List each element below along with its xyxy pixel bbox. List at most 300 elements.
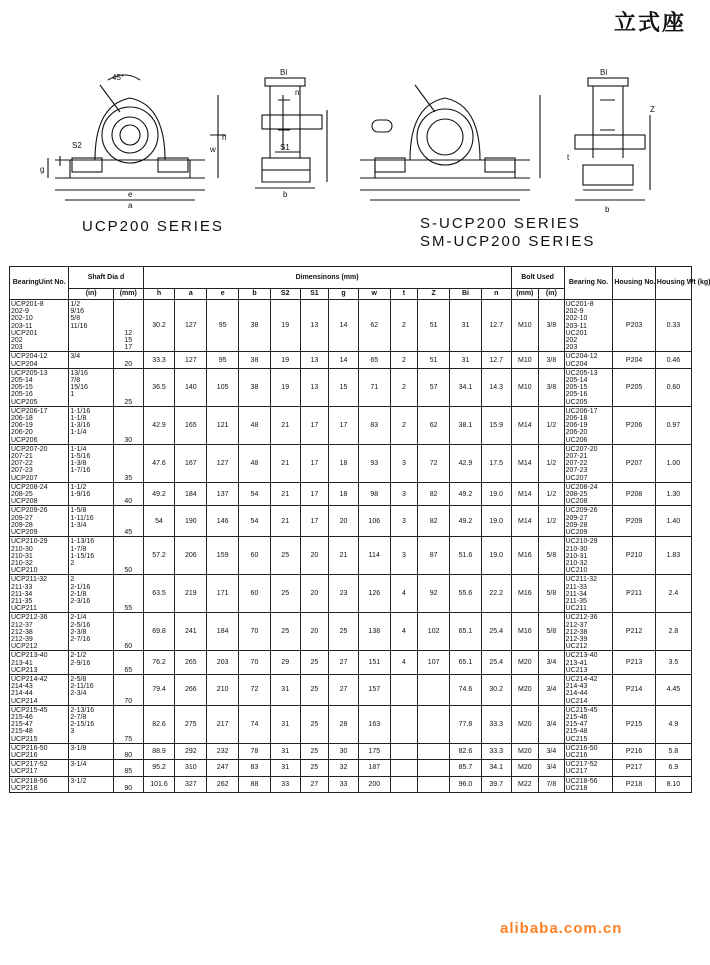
cell-bearing-no-line: 209-28 bbox=[565, 521, 588, 529]
cell-e: 95 bbox=[207, 352, 239, 368]
cell-bearing-no bbox=[564, 300, 613, 352]
cell-s1: 13 bbox=[300, 352, 329, 368]
cell-b: 48 bbox=[239, 444, 271, 482]
header-col-s1: S1 bbox=[300, 289, 329, 300]
cell-a: 241 bbox=[175, 613, 207, 651]
cell-bearing-no bbox=[564, 352, 613, 368]
cell-t: 3 bbox=[390, 506, 418, 537]
cell-g: 33 bbox=[329, 776, 359, 792]
cell-bearing-no bbox=[564, 406, 613, 444]
cell-z: 102 bbox=[418, 613, 450, 651]
cell-g: 27 bbox=[329, 651, 359, 675]
cell-n: 15.9 bbox=[481, 406, 511, 444]
header-col-g: g bbox=[329, 289, 359, 300]
cell-shaft-in-line: 1-3/16 bbox=[70, 422, 91, 430]
cell-shaft-in-line: 1-1/16 bbox=[70, 407, 91, 415]
header-col-a: a bbox=[175, 289, 207, 300]
cell-bolt-mm: M10 bbox=[511, 368, 539, 406]
cell-bolt-mm: M22 bbox=[511, 776, 539, 792]
cell-bearing-no bbox=[564, 575, 613, 613]
cell-shaft-in-line: 2-7/16 bbox=[70, 635, 91, 643]
cell-bolt-in: 3/4 bbox=[539, 760, 564, 776]
cell-b: 38 bbox=[239, 300, 271, 352]
cell-unit-no-line: 202-9 bbox=[11, 308, 29, 316]
cell-g: 15 bbox=[329, 368, 359, 406]
cell-unit-no-line: UCP204 bbox=[11, 360, 38, 368]
cell-bearing-no-line: 211-33 bbox=[565, 583, 587, 591]
table-row bbox=[10, 444, 692, 482]
table-row bbox=[10, 300, 692, 352]
cell-shaft-in-line: 2-3/4 bbox=[70, 690, 87, 698]
cell-z bbox=[418, 776, 450, 792]
cell-a: 190 bbox=[175, 506, 207, 537]
cell-unit-no-line: UCP207 bbox=[11, 474, 38, 482]
cell-n: 25.4 bbox=[481, 651, 511, 675]
cell-shaft-mm-line: 15 bbox=[124, 337, 133, 345]
cell-bearing-no bbox=[564, 743, 613, 759]
cell-b: 72 bbox=[239, 674, 271, 705]
cell-n: 12.7 bbox=[481, 352, 511, 368]
cell-bearing-no-line: 211-34 bbox=[565, 590, 587, 598]
cell-housing-wt: 0.46 bbox=[655, 352, 691, 368]
cell-s1: 20 bbox=[300, 613, 329, 651]
cell-bearing-no-line: UC208-24 bbox=[565, 483, 598, 491]
cell-bearing-no-line: 203-11 bbox=[565, 322, 587, 330]
cell-housing-no: P218 bbox=[613, 776, 655, 792]
cell-unit-no bbox=[10, 537, 69, 575]
cell-bearing-no-line: UC205-13 bbox=[565, 369, 598, 377]
cell-bearing-no-line: UC215 bbox=[565, 735, 588, 743]
cell-shaft-in bbox=[69, 743, 114, 759]
cell-housing-no: P208 bbox=[613, 482, 655, 506]
cell-bearing-no-line: 207-21 bbox=[565, 453, 588, 461]
cell-bearing-no bbox=[564, 506, 613, 537]
cell-bearing-no-line: 202-10 bbox=[565, 315, 588, 323]
cell-g: 30 bbox=[329, 743, 359, 759]
cell-shaft-in-line: 3-1/2 bbox=[70, 777, 87, 785]
cell-shaft-in-line: 9/16 bbox=[70, 308, 85, 316]
cell-g: 21 bbox=[329, 537, 359, 575]
cell-housing-no: P215 bbox=[613, 705, 655, 743]
cell-unit-no bbox=[10, 300, 69, 352]
cell-bearing-no-line: 207-23 bbox=[565, 467, 588, 475]
cell-shaft-mm-line: 20 bbox=[124, 360, 133, 368]
cell-w: 157 bbox=[358, 674, 390, 705]
cell-unit-no-line: UCP218 bbox=[11, 784, 38, 792]
cell-shaft-mm-line: 80 bbox=[124, 751, 133, 759]
cell-bi: 31 bbox=[450, 352, 482, 368]
cell-unit-no-line: UCP214-42 bbox=[11, 675, 48, 683]
cell-shaft-in bbox=[69, 575, 114, 613]
cell-unit-no-line: 215-48 bbox=[11, 728, 33, 736]
cell-shaft-in-line: 2-1/16 bbox=[70, 583, 91, 591]
cell-housing-wt: 2.8 bbox=[655, 613, 691, 651]
cell-w: 83 bbox=[358, 406, 390, 444]
cell-s2: 19 bbox=[270, 352, 300, 368]
cell-bearing-no-line: 214-44 bbox=[565, 690, 588, 698]
cell-bearing-no bbox=[564, 368, 613, 406]
cell-bi: 42.9 bbox=[450, 444, 482, 482]
cell-housing-no: P207 bbox=[613, 444, 655, 482]
cell-bolt-in: 3/4 bbox=[539, 674, 564, 705]
cell-shaft-mm bbox=[113, 300, 143, 352]
cell-unit-no bbox=[10, 776, 69, 792]
cell-t bbox=[390, 760, 418, 776]
cell-s2: 31 bbox=[270, 705, 300, 743]
cell-e: 210 bbox=[207, 674, 239, 705]
cell-bearing-no-line: 215-47 bbox=[565, 721, 588, 729]
cell-h: 33.3 bbox=[143, 352, 175, 368]
cell-shaft-in-line: 2-7/8 bbox=[70, 713, 87, 721]
cell-n: 30.2 bbox=[481, 674, 511, 705]
cell-shaft-in-line: 3/4 bbox=[70, 353, 81, 361]
cell-unit-no bbox=[10, 352, 69, 368]
page-title: 立式座 bbox=[613, 11, 686, 36]
w-label: w bbox=[210, 145, 216, 154]
cell-unit-no bbox=[10, 743, 69, 759]
cell-housing-wt: 0.97 bbox=[655, 406, 691, 444]
cell-shaft-in bbox=[69, 613, 114, 651]
cell-a: 140 bbox=[175, 368, 207, 406]
cell-s2: 19 bbox=[270, 368, 300, 406]
cell-bolt-in: 1/2 bbox=[539, 506, 564, 537]
series-label-sm-ucp200: SM-UCP200 SERIES bbox=[420, 233, 596, 250]
header-col-s2: S2 bbox=[270, 289, 300, 300]
cell-e: 159 bbox=[207, 537, 239, 575]
cell-unit-no-line: UCP206 bbox=[11, 436, 38, 444]
cell-bi: 34.1 bbox=[450, 368, 482, 406]
cell-bearing-no-line: 212-39 bbox=[565, 635, 588, 643]
cell-housing-no: P203 bbox=[613, 300, 655, 352]
cell-n: 25.4 bbox=[481, 613, 511, 651]
cell-housing-wt: 0.33 bbox=[655, 300, 691, 352]
e-label: e bbox=[128, 190, 133, 199]
cell-housing-no: P213 bbox=[613, 651, 655, 675]
cell-bearing-no-line: UC213-40 bbox=[565, 652, 598, 660]
cell-g: 25 bbox=[329, 613, 359, 651]
cell-g: 14 bbox=[329, 300, 359, 352]
cell-shaft-in bbox=[69, 506, 114, 537]
cell-n: 22.2 bbox=[481, 575, 511, 613]
cell-unit-no bbox=[10, 444, 69, 482]
cell-w: 71 bbox=[358, 368, 390, 406]
cell-a: 310 bbox=[175, 760, 207, 776]
cell-z: 82 bbox=[418, 506, 450, 537]
cell-shaft-in-line: 7/8 bbox=[70, 377, 81, 385]
cell-shaft-in-line: 1-11/16 bbox=[70, 514, 94, 522]
cell-t: 3 bbox=[390, 444, 418, 482]
cell-bolt-in: 1/2 bbox=[539, 482, 564, 506]
cell-t: 4 bbox=[390, 575, 418, 613]
cell-h: 95.2 bbox=[143, 760, 175, 776]
cell-housing-no: P210 bbox=[613, 537, 655, 575]
cell-housing-no: P206 bbox=[613, 406, 655, 444]
cell-shaft-mm-line: 75 bbox=[124, 735, 133, 743]
cell-shaft-mm-line: 12 bbox=[124, 329, 133, 337]
cell-unit-no-line: 207-23 bbox=[11, 467, 33, 475]
specification-table bbox=[9, 266, 710, 793]
cell-bearing-no bbox=[564, 651, 613, 675]
cell-shaft-in-line: 3 bbox=[70, 728, 75, 736]
cell-b: 60 bbox=[239, 575, 271, 613]
cell-bearing-no-line: 212-37 bbox=[565, 621, 588, 629]
cell-g: 18 bbox=[329, 444, 359, 482]
cell-shaft-in-line: 2 bbox=[70, 559, 75, 567]
cell-z: 51 bbox=[418, 300, 450, 352]
cell-g: 32 bbox=[329, 760, 359, 776]
cell-unit-no-line: 210-31 bbox=[11, 552, 33, 560]
header-col-z: Z bbox=[418, 289, 450, 300]
cell-w: 151 bbox=[358, 651, 390, 675]
cell-bi: 96.0 bbox=[450, 776, 482, 792]
header-mm: (mm) bbox=[113, 289, 143, 300]
cell-shaft-in-line: 2-9/16 bbox=[70, 659, 91, 667]
cell-shaft-in-line: 2-1/8 bbox=[70, 590, 87, 598]
cell-unit-no-line: UCP216 bbox=[11, 751, 38, 759]
cell-shaft-in-line: 1-1/4 bbox=[70, 445, 87, 453]
cell-bearing-no-line: 205-15 bbox=[565, 384, 588, 392]
cell-shaft-mm bbox=[113, 743, 143, 759]
cell-shaft-in-line: 2-5/16 bbox=[70, 621, 91, 629]
s-ucp-side-view-drawing bbox=[575, 78, 650, 200]
cell-bearing-no bbox=[564, 444, 613, 482]
cell-t: 3 bbox=[390, 537, 418, 575]
cell-unit-no-line: UCP215-45 bbox=[11, 706, 48, 714]
g-label: g bbox=[40, 165, 45, 174]
cell-e: 127 bbox=[207, 444, 239, 482]
cell-bolt-mm: M20 bbox=[511, 651, 539, 675]
cell-s1: 17 bbox=[300, 406, 329, 444]
cell-shaft-in bbox=[69, 444, 114, 482]
cell-a: 292 bbox=[175, 743, 207, 759]
cell-bolt-in: 5/8 bbox=[539, 575, 564, 613]
cell-housing-no: P209 bbox=[613, 506, 655, 537]
cell-unit-no-line: UCP207-20 bbox=[11, 445, 48, 453]
cell-z: 72 bbox=[418, 444, 450, 482]
bi-label: Bi bbox=[280, 68, 288, 77]
cell-g: 23 bbox=[329, 575, 359, 613]
cell-unit-no-line: 206-20 bbox=[11, 429, 33, 437]
cell-bolt-mm: M20 bbox=[511, 674, 539, 705]
cell-shaft-mm bbox=[113, 506, 143, 537]
cell-z: 87 bbox=[418, 537, 450, 575]
cell-housing-wt: 5.8 bbox=[655, 743, 691, 759]
cell-bearing-no-line: UC211 bbox=[565, 605, 587, 613]
cell-housing-wt: 3.5 bbox=[655, 651, 691, 675]
cell-shaft-mm bbox=[113, 575, 143, 613]
header-col-e: e bbox=[207, 289, 239, 300]
cell-unit-no-line: UCP210-29 bbox=[11, 538, 48, 546]
cell-s1: 25 bbox=[300, 651, 329, 675]
header-col-n: n bbox=[481, 289, 511, 300]
cell-unit-no-line: UCP206-17 bbox=[11, 407, 48, 415]
cell-unit-no-line: 205-14 bbox=[11, 377, 33, 385]
table-row bbox=[10, 776, 692, 792]
cell-shaft-mm-line: 40 bbox=[124, 498, 133, 506]
cell-shaft-mm bbox=[113, 651, 143, 675]
cell-bearing-no bbox=[564, 674, 613, 705]
cell-bearing-no-line: UC218 bbox=[565, 784, 588, 792]
cell-housing-no: P216 bbox=[613, 743, 655, 759]
cell-bearing-no-line: 210-30 bbox=[565, 545, 588, 553]
cell-unit-no-line: 211-33 bbox=[11, 583, 33, 591]
cell-bearing-no-line: UC210-29 bbox=[565, 538, 598, 546]
cell-unit-no-line: 206-19 bbox=[11, 422, 33, 430]
cell-s2: 25 bbox=[270, 575, 300, 613]
cell-shaft-in-line: 1/2 bbox=[70, 301, 81, 308]
cell-bearing-no-line: UC201 bbox=[565, 329, 588, 337]
cell-bearing-no-line: UC210 bbox=[565, 567, 588, 575]
cell-z: 92 bbox=[418, 575, 450, 613]
cell-e: 232 bbox=[207, 743, 239, 759]
cell-a: 219 bbox=[175, 575, 207, 613]
cell-w: 98 bbox=[358, 482, 390, 506]
cell-unit-no-line: UCP215 bbox=[11, 735, 38, 743]
header-col-b: b bbox=[239, 289, 271, 300]
cell-housing-wt: 4.45 bbox=[655, 674, 691, 705]
cell-t: 4 bbox=[390, 651, 418, 675]
cell-z: 57 bbox=[418, 368, 450, 406]
cell-e: 105 bbox=[207, 368, 239, 406]
cell-a: 127 bbox=[175, 300, 207, 352]
cell-t bbox=[390, 776, 418, 792]
cell-b: 54 bbox=[239, 506, 271, 537]
cell-bi: 65.1 bbox=[450, 651, 482, 675]
cell-s2: 31 bbox=[270, 760, 300, 776]
cell-h: 30.2 bbox=[143, 300, 175, 352]
cell-unit-no-line: UCP216-50 bbox=[11, 744, 48, 752]
cell-z bbox=[418, 705, 450, 743]
cell-unit-no-line: UCP213-40 bbox=[11, 652, 48, 660]
cell-t: 2 bbox=[390, 300, 418, 352]
cell-unit-no-line: UCP208 bbox=[11, 498, 38, 506]
cell-bi: 85.7 bbox=[450, 760, 482, 776]
cell-shaft-mm-line: 65 bbox=[124, 666, 133, 674]
cell-bearing-no-line: UC204 bbox=[565, 360, 588, 368]
cell-w: 93 bbox=[358, 444, 390, 482]
cell-shaft-in-line: 13/16 bbox=[70, 369, 88, 377]
cell-unit-no-line: 208-25 bbox=[11, 491, 33, 499]
cell-bolt-mm: M14 bbox=[511, 482, 539, 506]
cell-w: 65 bbox=[358, 352, 390, 368]
header-in: (in) bbox=[69, 289, 114, 300]
cell-shaft-mm-line: 17 bbox=[124, 344, 133, 352]
cell-w: 62 bbox=[358, 300, 390, 352]
series-label-s-ucp200: S-UCP200 SERIES bbox=[420, 215, 581, 232]
cell-bearing-no-line: UC204-12 bbox=[565, 353, 598, 361]
cell-shaft-in bbox=[69, 300, 114, 352]
cell-shaft-in bbox=[69, 651, 114, 675]
cell-housing-no: P211 bbox=[613, 575, 655, 613]
cell-shaft-mm bbox=[113, 482, 143, 506]
cell-e: 203 bbox=[207, 651, 239, 675]
cell-a: 127 bbox=[175, 352, 207, 368]
cell-h: 57.2 bbox=[143, 537, 175, 575]
cell-shaft-mm-line: 90 bbox=[124, 784, 133, 792]
cell-shaft-mm bbox=[113, 352, 143, 368]
cell-z bbox=[418, 743, 450, 759]
cell-shaft-in-line: 2-15/16 bbox=[70, 721, 95, 729]
cell-bearing-no bbox=[564, 705, 613, 743]
cell-bearing-no-line: UC212-36 bbox=[565, 614, 598, 622]
cell-shaft-in-line: 1-13/16 bbox=[70, 538, 95, 546]
cell-h: 54 bbox=[143, 506, 175, 537]
cell-bolt-in: 3/8 bbox=[539, 368, 564, 406]
cell-unit-no-line: UCP211-32 bbox=[11, 576, 48, 584]
cell-bolt-in: 5/8 bbox=[539, 613, 564, 651]
cell-t: 2 bbox=[390, 352, 418, 368]
cell-s2: 31 bbox=[270, 674, 300, 705]
cell-g: 18 bbox=[329, 482, 359, 506]
cell-unit-no bbox=[10, 368, 69, 406]
cell-bolt-in: 3/8 bbox=[539, 300, 564, 352]
cell-unit-no-line: 209-27 bbox=[11, 514, 33, 522]
cell-unit-no-line: 207-22 bbox=[11, 460, 33, 468]
header-bolt-in: (in) bbox=[539, 289, 564, 300]
cell-bolt-in: 3/4 bbox=[539, 651, 564, 675]
header-col-h: h bbox=[143, 289, 175, 300]
header-bolt-used: Bolt Used bbox=[511, 267, 564, 289]
cell-shaft-mm bbox=[113, 705, 143, 743]
cell-bolt-in: 1/2 bbox=[539, 444, 564, 482]
cell-g: 20 bbox=[329, 506, 359, 537]
cell-bearing-no-line: UC205 bbox=[565, 398, 588, 406]
cell-s2: 21 bbox=[270, 444, 300, 482]
cell-unit-no-line: UCP209-26 bbox=[11, 507, 48, 515]
cell-bolt-in: 3/4 bbox=[539, 743, 564, 759]
cell-bearing-no-line: 212-38 bbox=[565, 628, 588, 636]
cell-n: 12.7 bbox=[481, 300, 511, 352]
cell-unit-no-line: UCP209 bbox=[11, 529, 38, 537]
header-col-w: w bbox=[358, 289, 390, 300]
cell-bearing-no-line: 210-32 bbox=[565, 559, 588, 567]
cell-bearing-no-line: UC217 bbox=[565, 768, 588, 776]
cell-shaft-mm bbox=[113, 444, 143, 482]
cell-unit-no-line: 202-10 bbox=[11, 315, 33, 323]
cell-h: 79.4 bbox=[143, 674, 175, 705]
cell-shaft-in-line: 1-15/16 bbox=[70, 552, 95, 560]
cell-unit-no-line: 210-30 bbox=[11, 545, 33, 553]
a-label: a bbox=[128, 201, 133, 210]
cell-s2: 21 bbox=[270, 506, 300, 537]
cell-bearing-no-line: UC209-26 bbox=[565, 507, 598, 515]
cell-bearing-no-line: 215-48 bbox=[565, 728, 588, 736]
cell-bearing-no bbox=[564, 760, 613, 776]
cell-shaft-in-line: 2-13/16 bbox=[70, 706, 95, 714]
cell-shaft-mm bbox=[113, 368, 143, 406]
cell-h: 47.6 bbox=[143, 444, 175, 482]
cell-bearing-no bbox=[564, 613, 613, 651]
cell-s1: 25 bbox=[300, 743, 329, 759]
cell-g: 14 bbox=[329, 352, 359, 368]
cell-bearing-no-line: 203 bbox=[565, 344, 578, 352]
cell-unit-no-line: 202 bbox=[11, 337, 23, 345]
cell-shaft-in-line: 1-7/8 bbox=[70, 545, 87, 553]
cell-bearing-no-line: UC209 bbox=[565, 529, 588, 537]
cell-e: 95 bbox=[207, 300, 239, 352]
cell-unit-no-line: 206-18 bbox=[11, 415, 33, 423]
cell-bi: 51.6 bbox=[450, 537, 482, 575]
cell-e: 121 bbox=[207, 406, 239, 444]
cell-a: 165 bbox=[175, 406, 207, 444]
cell-z bbox=[418, 760, 450, 776]
cell-unit-no-line: 212-37 bbox=[11, 621, 33, 629]
cell-z: 107 bbox=[418, 651, 450, 675]
z-label: Z bbox=[650, 105, 655, 114]
cell-w: 126 bbox=[358, 575, 390, 613]
cell-shaft-in-line: 2-1/2 bbox=[70, 652, 87, 660]
cell-housing-no: P204 bbox=[613, 352, 655, 368]
